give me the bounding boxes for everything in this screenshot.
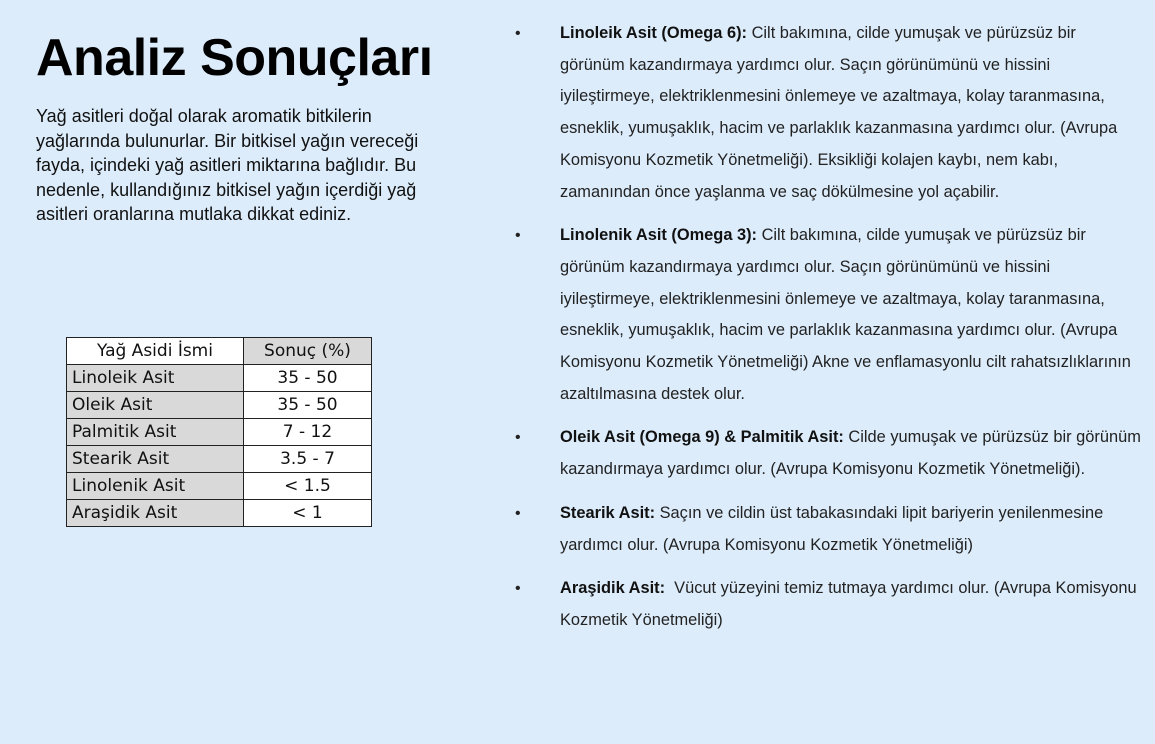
fatty-acid-name-cell: Araşidik Asit — [67, 500, 244, 527]
table-row — [67, 392, 372, 419]
fatty-acid-label: Linoleik Asit (Omega 6): — [560, 24, 748, 42]
list-item — [515, 220, 1145, 410]
page-title: Analiz Sonuçları — [36, 29, 433, 87]
fatty-acid-label: Araşidik Asit: — [560, 579, 666, 598]
bullet-icon: • — [515, 227, 521, 245]
fatty-acid-description: Cilde yumuşak ve pürüzsüz bir görünüm kazandırmaya yardımcı olur. (Avrupa Komisyonu Kozmetik Yönetmeliği). — [560, 428, 1141, 479]
list-item — [515, 18, 1145, 208]
fatty-acid-description: Saçın ve cildin üst tabakasındaki lipit bariyerin yenilenmesine yardımcı olur. (Avrupa Komisyonu Kozmetik Yönetmeliği) — [560, 503, 1104, 554]
table-row — [67, 500, 372, 527]
fatty-acid-description: Cilt bakımına, cilde yumuşak ve pürüzsüz bir görünüm kazandırmaya yardımcı olur. Saçın görünümünü ve hissini iyileştirmeye, elektriklenmesini önlemeye ve azaltmaya, kolay taranmasına, esneklik, yumuşaklık, hacim ve parlaklık kazanmasına yardımcı olur. (Avrupa Komisyonu Kozmetik Yönetmeliği). Eksikliği kolajen kaybı, nem kabı, zamanından önce yaşlanma ve saç dökülmesine yol açabilir. — [560, 24, 1118, 201]
fatty-acid-results-table — [66, 337, 372, 527]
result-value-cell: 35 - 50 — [244, 365, 372, 392]
fatty-acid-label: Oleik Asit (Omega 9) & Palmitik Asit: — [560, 428, 844, 447]
result-value-cell: < 1.5 — [244, 473, 372, 500]
table-row — [67, 473, 372, 500]
fatty-acid-description: Cilt bakımına, cilde yumuşak ve pürüzsüz bir görünüm kazandırmaya yardımcı olur. Saçın görünümünü ve hissini iyileştirmeye, elektriklenmesini önlemeye ve azaltmaya, kolay taranmasına, esneklik, yumuşaklık, hacim ve parlaklık kazanmasına yardımcı olur. (Avrupa Komisyonu Kozmetik Yönetmeliği) Akne ve enflamasyonlu cilt rahatsızlıklarının azaltılmasına destek olur. — [560, 226, 1131, 403]
column-header-name: Yağ Asidi İsmi — [67, 338, 244, 365]
bullet-icon: • — [515, 25, 521, 42]
fatty-acid-benefits-list — [515, 18, 1145, 637]
table-row — [67, 365, 372, 392]
table-header-row — [67, 338, 372, 365]
result-value-cell: < 1 — [244, 500, 372, 527]
list-item — [515, 422, 1145, 485]
fatty-acid-name-cell: Stearik Asit — [67, 446, 244, 473]
fatty-acid-name-cell: Palmitik Asit — [67, 419, 244, 446]
bullet-icon: • — [515, 580, 521, 598]
list-item — [515, 498, 1145, 561]
table-row — [67, 446, 372, 473]
list-item — [515, 573, 1145, 636]
result-value-cell: 35 - 50 — [244, 392, 372, 419]
fatty-acid-name-cell: Linoleik Asit — [67, 365, 244, 392]
column-header-result: Sonuç (%) — [244, 338, 372, 365]
fatty-acid-name-cell: Linolenik Asit — [67, 473, 244, 500]
fatty-acid-description: Vücut yüzeyini temiz tutmaya yardımcı olur. (Avrupa Komisyonu Kozmetik Yönetmeliği) — [560, 579, 1142, 629]
bullet-icon: • — [515, 429, 521, 447]
result-value-cell: 7 - 12 — [244, 419, 372, 446]
table-row — [67, 419, 372, 446]
intro-paragraph: Yağ asitleri doğal olarak aromatik bitkilerin yağlarında bulunurlar. Bir bitkisel yağın vereceği fayda, içindeki yağ asitleri miktarına bağlıdır. Bu nedenle, kullandığınız bitkisel yağın içerdiği yağ asitleri oranlarına mutlaka dikkat ediniz. — [36, 106, 419, 225]
bullet-icon: • — [515, 504, 521, 522]
fatty-acid-name-cell: Oleik Asit — [67, 392, 244, 419]
fatty-acid-label: Linolenik Asit (Omega 3): — [560, 226, 758, 245]
result-value-cell: 3.5 - 7 — [244, 446, 372, 473]
fatty-acid-label: Stearik Asit: — [560, 503, 656, 522]
